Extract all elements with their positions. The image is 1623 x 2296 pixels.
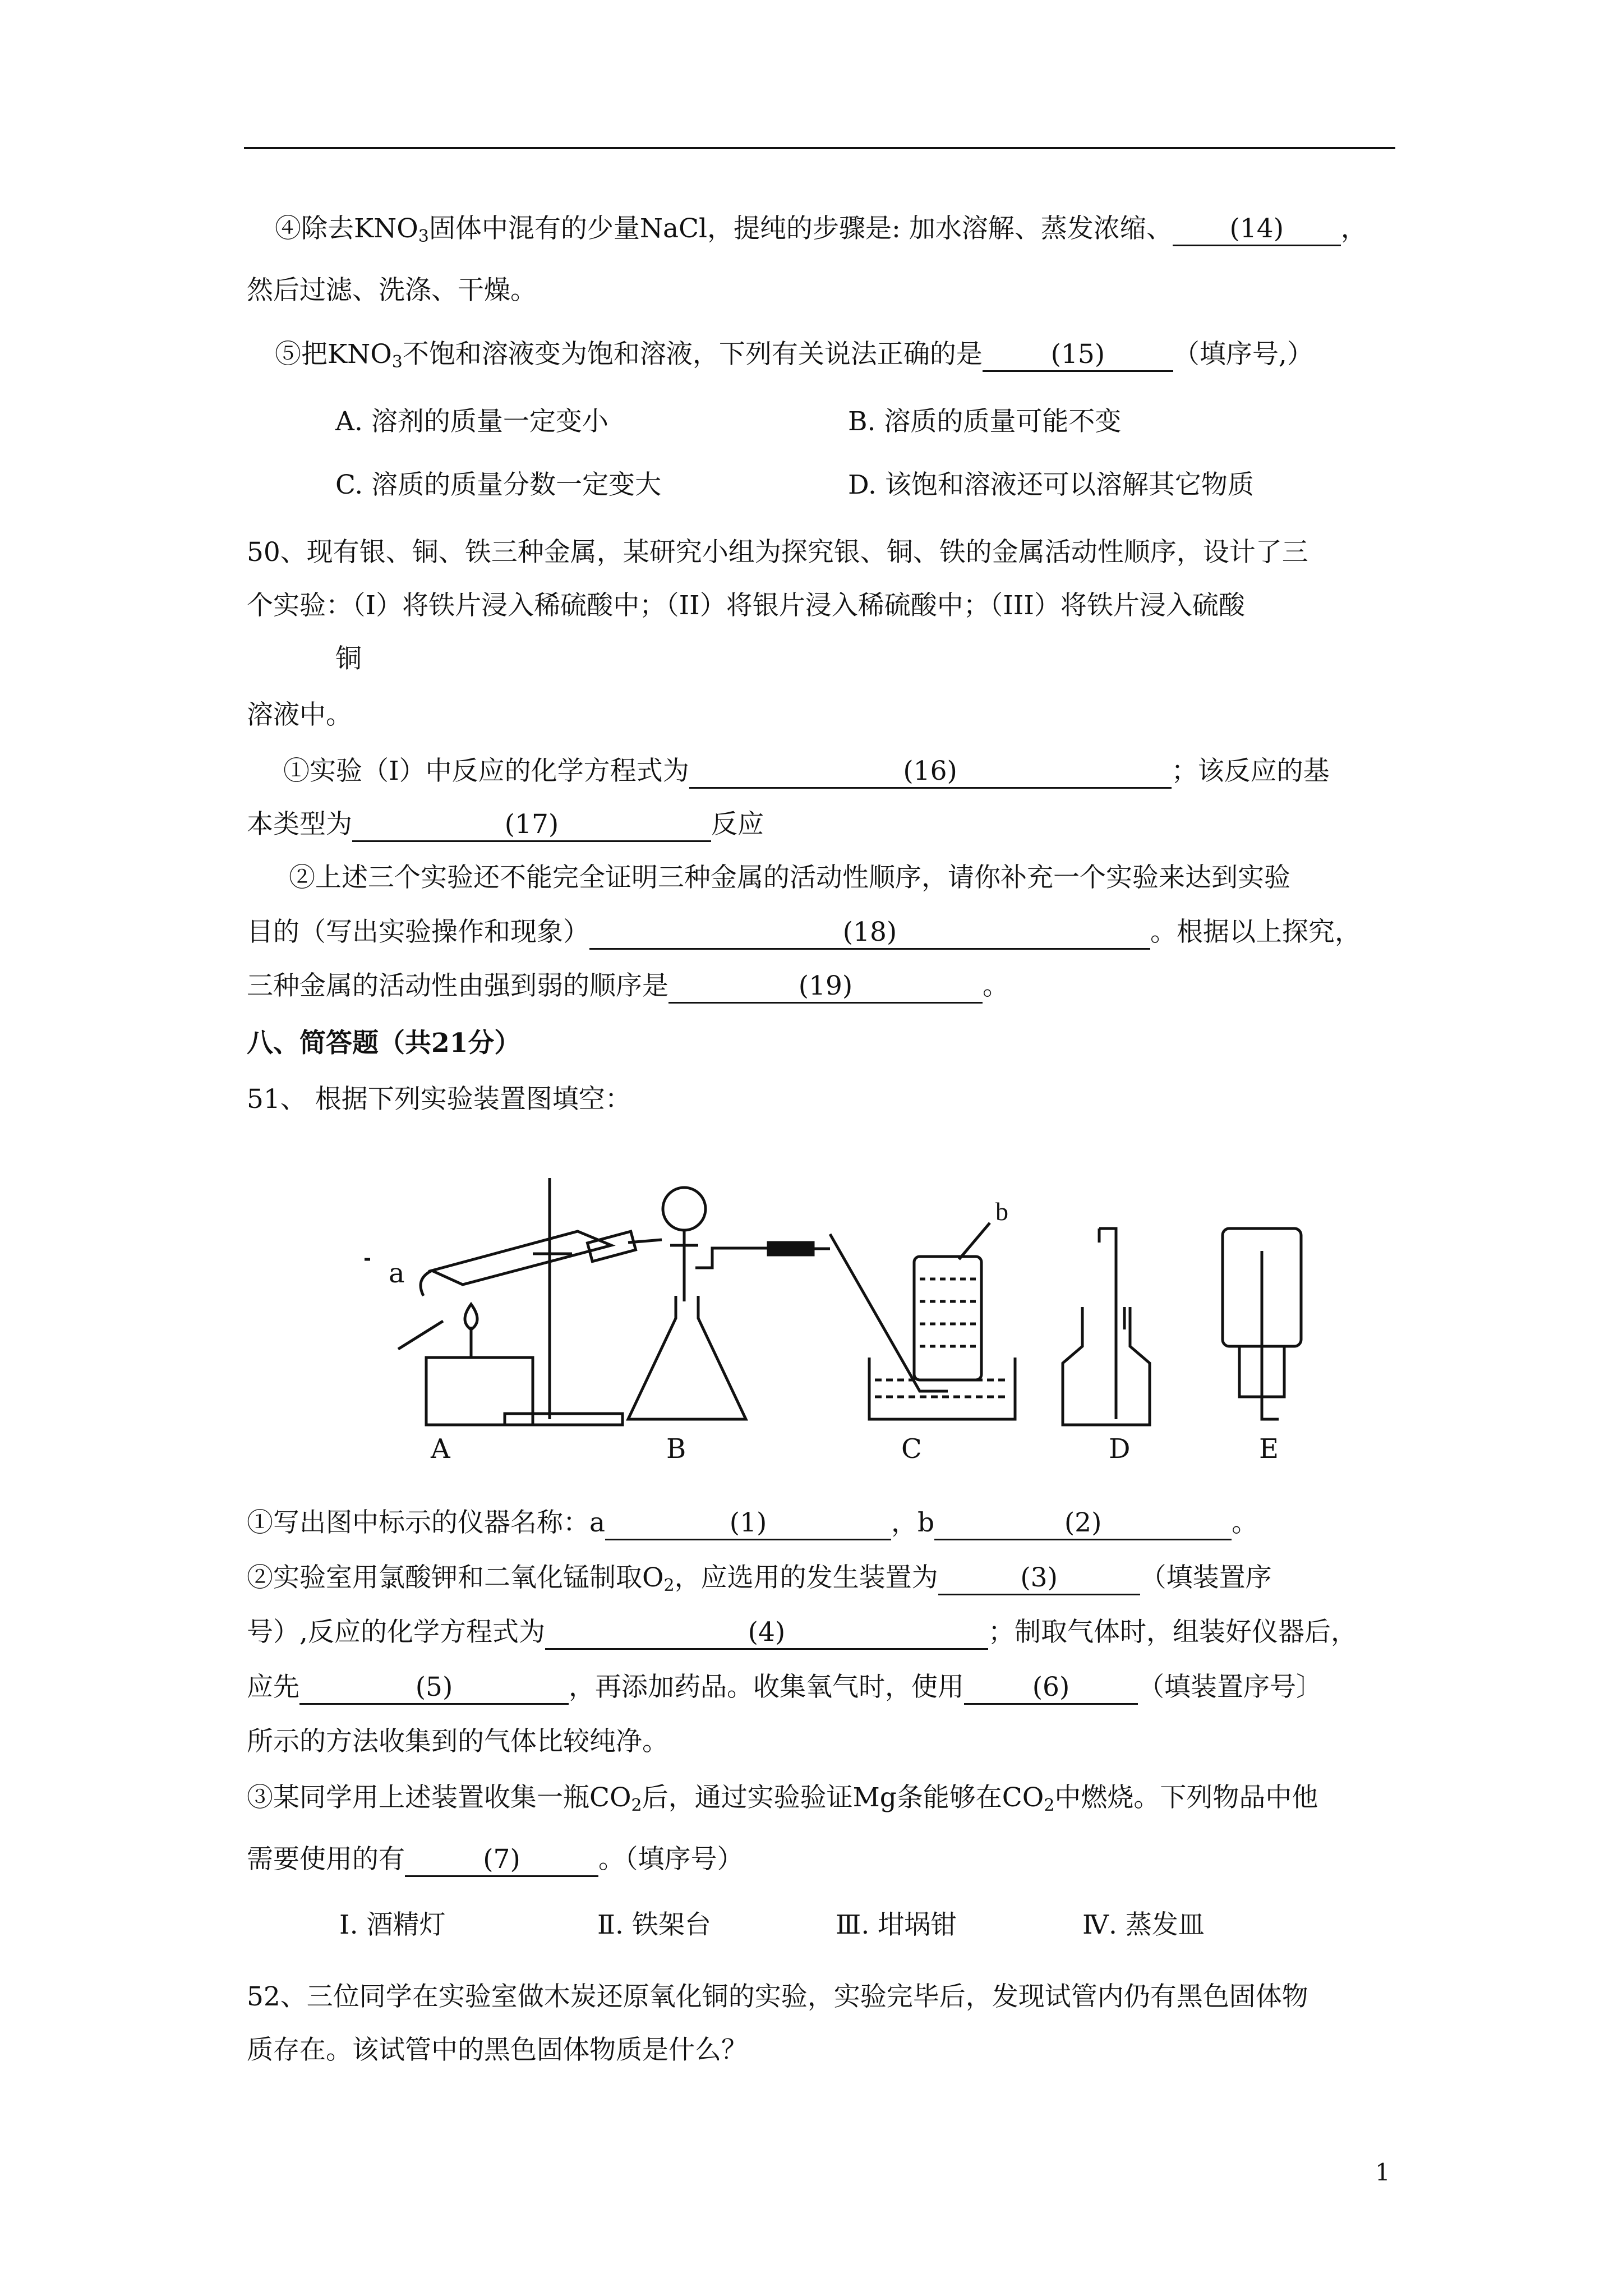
apparatus-e (1223, 1228, 1301, 1419)
flame-shape (465, 1304, 477, 1329)
option-a: A. 溶剂的质量一定变小 (335, 406, 608, 437)
answer-blank-1[interactable]: (1) (605, 1507, 891, 1540)
q51-item2-line: ②实验室用氯酸钾和二氧化锰制取$O_2$，应选用的发生装置为 (3) （填装置序 (247, 1562, 1272, 1595)
q50-intro-2: 个实验：（I）将铁片浸入稀硫酸中；（II）将银片浸入稀硫酸中；（III）将铁片浸入硫酸 (247, 590, 1245, 621)
q51-item2-cont2: 应先 (5) ，再添加药品。收集氧气时，使用 (6) （填装置序号〕 (247, 1671, 1322, 1705)
figure-label-d: D (1109, 1433, 1131, 1465)
answer-blank-6[interactable]: (6) (964, 1672, 1138, 1705)
q51-option-2: Ⅱ. 铁架台 (597, 1910, 711, 1940)
apparatus-c (830, 1197, 1015, 1419)
iron-stand-base (505, 1414, 623, 1425)
conical-flask (628, 1296, 746, 1419)
figure-label-c: C (901, 1433, 922, 1465)
figure-label-b: B (666, 1433, 686, 1465)
q50-item1-cont: 本类型为 (17) 反应 (247, 808, 764, 842)
answer-blank-7[interactable]: (7) (405, 1844, 598, 1877)
q49-item4-line: ④除去$KNO_3$固体中混有的少量NaCl，提纯的步骤是: 加水溶解、蒸发浓缩、 (14) ， (275, 213, 1367, 246)
option-c: C. 溶质的质量分数一定变大 (335, 470, 662, 500)
apparatus-a (365, 1178, 662, 1425)
marker-a: a (389, 1258, 405, 1289)
q50-intro-3: 铜 (335, 643, 362, 674)
q52-line-2: 质存在。该试管中的黑色固体物质是什么？ (247, 2035, 748, 2065)
apparatus-d (1063, 1228, 1150, 1425)
test-tube (432, 1231, 611, 1285)
q51-intro: 51、 根据下列实验装置图填空： (247, 1084, 631, 1115)
option-d: D. 该饱和溶液还可以溶解其它物质 (848, 470, 1254, 500)
q49-item5-line: ⑤把$KNO_3$不饱和溶液变为饱和溶液，下列有关说法正确的是 (15) （填序号,） (275, 339, 1313, 372)
q51-item2-cont: 号）,反应的化学方程式为 (4) ；制取气体时，组装好仪器后， (247, 1616, 1357, 1650)
answer-blank-16[interactable]: (16) (689, 756, 1172, 789)
water-trough (869, 1358, 1015, 1419)
q52-line-1: 52、三位同学在实验室做木炭还原氧化铜的实验，实验完毕后，发现试管内仍有黑色固体物 (247, 1981, 1308, 2012)
answer-blank-3[interactable]: (3) (938, 1562, 1140, 1595)
marker-b: b (995, 1197, 1008, 1226)
header-rule (244, 147, 1395, 149)
answer-blank-14[interactable]: (14) (1173, 213, 1341, 246)
apparatus-b (628, 1188, 830, 1419)
q51-option-3: Ⅲ. 坩埚钳 (836, 1910, 957, 1940)
q50-intro-4: 溶液中。 (247, 700, 352, 730)
gas-jar-inverted (914, 1257, 981, 1380)
q51-item2-cont3: 所示的方法收集到的气体比较纯净。 (247, 1726, 668, 1757)
separatory-funnel-bulb (663, 1188, 706, 1230)
gas-bottle (1063, 1307, 1150, 1425)
q50-item2-cont2: 三种金属的活动性由强到弱的顺序是 (19) 。 (247, 969, 1009, 1004)
answer-blank-19[interactable]: (19) (668, 970, 983, 1004)
q51-option-1: Ⅰ. 酒精灯 (339, 1910, 446, 1940)
apparatus-figure (365, 1156, 1346, 1470)
q50-item1-line: ①实验（I）中反应的化学方程式为 (16) ；该反应的基 (283, 754, 1330, 789)
q51-item3-line: ③某同学用上述装置收集一瓶$CO_2$后，通过实验验证Mg条能够在$CO_2$中燃烧。下列物品中他 (247, 1782, 1318, 1815)
q51-item3-cont: 需要使用的有 (7) 。（填序号） (247, 1843, 744, 1877)
figure-label-e: E (1259, 1433, 1279, 1465)
q50-item2-line: ②上述三个实验还不能完全证明三种金属的活动性顺序，请你补充一个实验来达到实验 (289, 862, 1290, 893)
answer-blank-15[interactable]: (15) (983, 339, 1173, 372)
answer-blank-2[interactable]: (2) (934, 1507, 1232, 1540)
q50-intro-1: 50、现有银、铜、铁三种金属，某研究小组为探究银、铜、铁的金属活动性顺序，设计了三 (247, 537, 1308, 568)
answer-blank-5[interactable]: (5) (299, 1672, 569, 1705)
q51-option-4: Ⅳ. 蒸发皿 (1082, 1910, 1205, 1940)
q49-item4-cont: 然后过滤、洗涤、干燥。 (247, 275, 537, 306)
answer-blank-4[interactable]: (4) (545, 1617, 988, 1650)
option-b: B. 溶质的质量可能不变 (848, 406, 1122, 437)
answer-blank-17[interactable]: (17) (352, 809, 711, 842)
page-number: 1 (1375, 2159, 1390, 2186)
answer-blank-18[interactable]: (18) (589, 917, 1150, 950)
q50-item2-cont: 目的（写出实验操作和现象） (18) 。根据以上探究， (247, 915, 1361, 950)
q51-item1-line: ①写出图中标示的仪器名称：a (1) ，b (2) 。 (247, 1506, 1258, 1540)
section-8-title: 八、简答题（共21分） (247, 1028, 521, 1059)
figure-label-a: A (431, 1433, 450, 1465)
